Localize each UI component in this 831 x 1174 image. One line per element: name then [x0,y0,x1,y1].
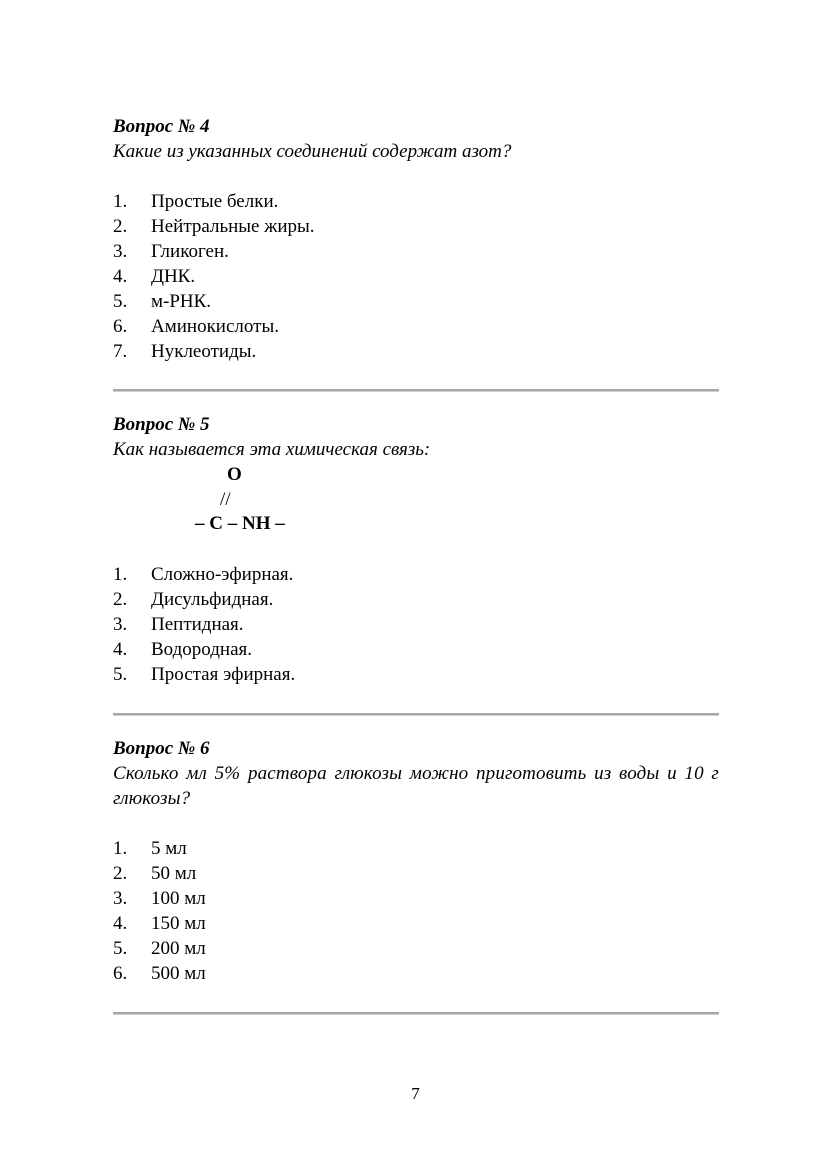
question-text: Как называется эта химическая связь: [113,439,431,460]
option-number: 5. [113,291,128,312]
answer-option [113,289,719,314]
answer-option [113,339,719,364]
option-number: 4. [113,913,128,934]
option-text: Нуклеотиды. [151,341,257,362]
option-text: 500 мл [151,963,206,984]
answer-option [113,264,719,289]
formula-double-bond: // [220,489,231,510]
option-text: ДНК. [151,266,196,287]
option-number: 6. [113,963,128,984]
answer-option [113,587,719,612]
question-4 [113,114,719,364]
answer-option [113,836,719,861]
answer-option [113,562,719,587]
option-text: Дисульфидная. [151,589,274,610]
option-number: 1. [113,564,128,585]
answer-option [113,239,719,264]
option-text: Пептидная. [151,614,244,635]
option-text: Гликоген. [151,241,229,262]
option-text: Простая эфирная. [151,664,296,685]
option-number: 5. [113,938,128,959]
option-number: 2. [113,863,128,884]
option-number: 3. [113,888,128,909]
formula-oxygen: O [227,464,242,485]
question-text: Какие из указанных соединений содержат азот? [113,141,512,162]
answer-options [113,836,719,986]
answer-option [113,886,719,911]
option-number: 2. [113,216,128,237]
answer-option [113,189,719,214]
page-number: 7 [411,1084,420,1103]
answer-options [113,562,719,687]
option-number: 4. [113,266,128,287]
option-text: Простые белки. [151,191,279,212]
option-text: м-РНК. [151,291,212,312]
question-5-options [113,562,719,687]
option-text: 50 мл [151,863,197,884]
answer-option [113,911,719,936]
option-number: 6. [113,316,128,337]
question-6 [113,736,719,986]
question-title: Вопрос № 5 [113,414,210,435]
answer-option [113,662,719,687]
option-number: 2. [113,589,128,610]
question-title: Вопрос № 6 [113,738,210,759]
option-text: Нейтральные жиры. [151,216,315,237]
section-divider [113,713,719,716]
answer-option [113,936,719,961]
option-number: 1. [113,191,128,212]
option-text: 100 мл [151,888,206,909]
option-text: 5 мл [151,838,187,859]
option-number: 7. [113,341,128,362]
answer-option [113,314,719,339]
option-text: 200 мл [151,938,206,959]
option-number: 3. [113,241,128,262]
option-text: Водородная. [151,639,253,660]
option-number: 1. [113,838,128,859]
option-number: 5. [113,664,128,685]
answer-option [113,637,719,662]
option-number: 3. [113,614,128,635]
option-text: Сложно-эфирная. [151,564,294,585]
formula-chain: – C – NH – [195,513,285,534]
option-text: Аминокислоты. [151,316,279,337]
option-text: 150 мл [151,913,206,934]
question-text: Сколько мл 5% раствора глюкозы можно приготовить из воды и 10 г глюкозы? [113,763,719,809]
answer-options [113,189,719,364]
section-divider [113,1012,719,1015]
section-divider [113,389,719,392]
question-title: Вопрос № 4 [113,116,210,137]
answer-option [113,961,719,986]
option-number: 4. [113,639,128,660]
question-5 [113,412,719,462]
answer-option [113,861,719,886]
answer-option [113,214,719,239]
answer-option [113,612,719,637]
